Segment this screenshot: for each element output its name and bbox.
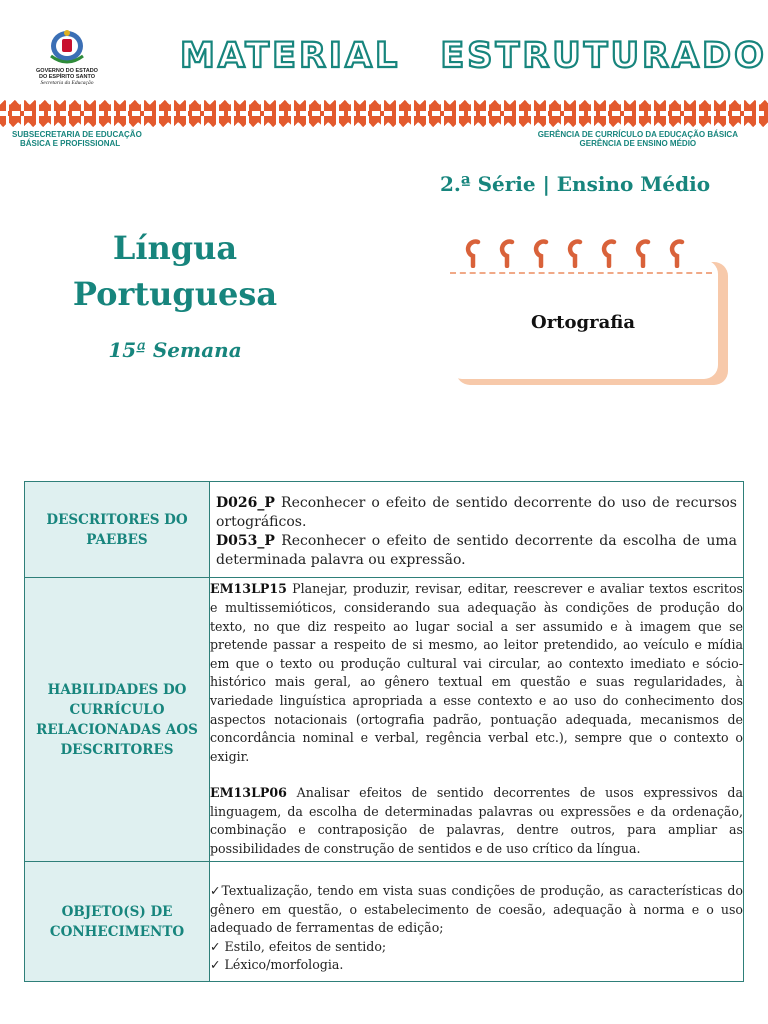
subject-line-2: Portuguesa (72, 275, 278, 313)
title-word-estruturado: ESTRUTURADO (440, 36, 767, 76)
grade-level: 2.ª Série | Ensino Médio (440, 172, 711, 196)
logo-government-text: GOVERNO DO ESTADO DO ESPÍRITO SANTO (36, 68, 98, 80)
spiral-ring-icon (463, 236, 483, 268)
spiral-ring-icon (633, 236, 653, 268)
band-middle-pattern (0, 111, 768, 116)
spiral-ring-icon (531, 236, 551, 268)
state-logo (36, 28, 98, 86)
row-label-objetos: OBJETO(S) DE CONHECIMENTO (25, 862, 210, 982)
band-zigzag-top (0, 100, 768, 107)
coat-of-arms-icon (47, 28, 87, 66)
subsecretariat-line-1: SUBSECRETARIA DE EDUCAÇÃO (12, 130, 142, 139)
skill-text: Planejar, produzir, revisar, editar, reescrever e avaliar textos escritos e multissemióticos, considerando sua adequação às condições de produção do texto, no que diz respeito ao lugar social a ser assumido e à imagem que se pretende passar a respeito de si mesmo, ao leitor pretendido, ao veículo e mídia em que o texto ou produção cultural vai circular, ao contexto imediato e sócio-histórico mais geral, ao gênero textual em questão e suas regularidades, à variedade linguística apropriada a esse contexto e ao uso do conhecimento dos aspectos notacionais (ortografia padrão, pontuação adequada, mecanismos de concordância nominal e verbal, regência verbal etc.), sempre que o contexto o exigir. (210, 581, 743, 764)
skill-text: Analisar efeitos de sentido decorrentes de usos expressivos da linguagem, da escolha de determinadas palavras ou expressões e da ordenação, combinação e contraposição de palavras, dentre outros, para ampliar as possibilidades de construção de sentidos e de uso crítico da língua. (210, 785, 743, 857)
material-title (180, 36, 767, 86)
notebook-perforation-line (450, 272, 712, 274)
management-label (538, 130, 738, 148)
table-row (25, 482, 744, 578)
row-content-habilidades (210, 578, 744, 862)
title-word-material: MATERIAL (180, 36, 401, 76)
knowledge-item: ✓ Léxico/morfologia. (210, 957, 344, 973)
knowledge-item: ✓Textualização, tendo em vista suas condições de produção, as características do gênero em questão, o estabelecimento de coesão, adequação à norma e o uso adequado de ferramentas de edição; (210, 883, 743, 936)
descriptor-code: D053_P (216, 533, 275, 549)
descriptor-item (216, 494, 737, 532)
descriptor-text: Reconhecer o efeito de sentido decorrente do uso de recursos ortográficos. (216, 495, 737, 530)
skill-code: EM13LP15 (210, 581, 287, 597)
skill-code: EM13LP06 (210, 785, 287, 801)
table-row (25, 862, 744, 982)
spiral-ring-icon (565, 236, 585, 268)
descriptor-item (216, 532, 737, 570)
paragraph-gap (210, 766, 743, 784)
spiral-ring-icon (599, 236, 619, 268)
subsecretariat-line-2: BÁSICA E PROFISSIONAL (20, 139, 121, 148)
management-line-1: GERÊNCIA DE CURRÍCULO DA EDUCAÇÃO BÁSICA (537, 130, 738, 139)
table-row (25, 578, 744, 862)
knowledge-item: ✓ Estilo, efeitos de sentido; (210, 938, 387, 954)
curriculum-table (24, 481, 744, 982)
subject-title (20, 225, 330, 317)
spiral-ring-icon (667, 236, 687, 268)
logo-secretariat-text: Secretaria da Educação (40, 80, 94, 86)
row-content-objetos (210, 862, 744, 982)
decorative-band (0, 100, 768, 127)
week-label: 15ª Semana (108, 338, 242, 362)
descriptor-code: D026_P (216, 495, 275, 511)
row-content-descritores (210, 482, 744, 578)
spiral-ring-icon (497, 236, 517, 268)
row-label-habilidades: HABILIDADES DO CURRÍCULO RELACIONADAS AOS DESCRITORES (25, 578, 210, 862)
skill-item (210, 784, 743, 858)
subsecretariat-label (12, 130, 142, 148)
subject-line-1: Língua (112, 229, 238, 267)
descriptor-text: Reconhecer o efeito de sentido decorrente da escolha de uma determinada palavra ou expressão. (216, 533, 737, 568)
band-zigzag-bottom (0, 120, 768, 127)
management-line-2: GERÊNCIA DE ENSINO MÉDIO (579, 139, 697, 148)
topic-title: Ortografia (531, 312, 635, 333)
skill-item (210, 580, 743, 766)
notebook-rings (463, 236, 703, 272)
row-label-descritores: DESCRITORES DO PAEBES (25, 482, 210, 578)
